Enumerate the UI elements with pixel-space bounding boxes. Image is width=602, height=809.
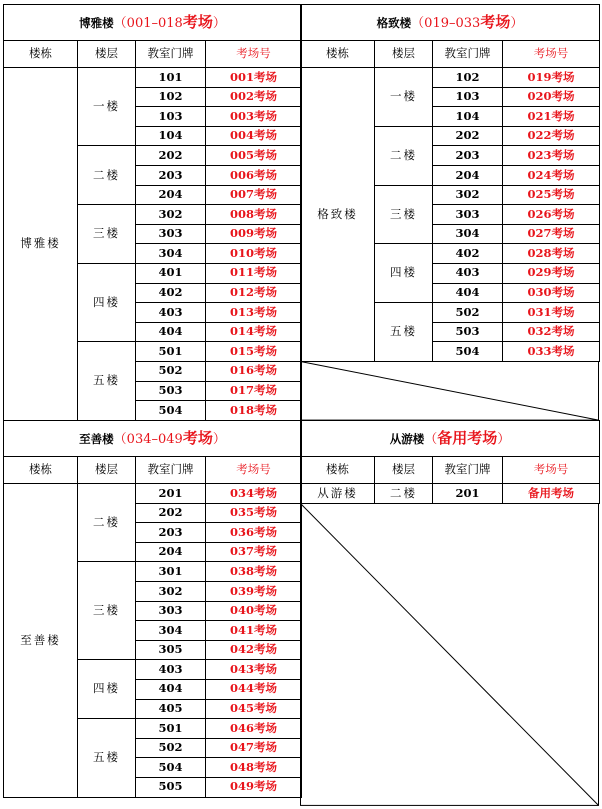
room-number: 403 bbox=[433, 263, 503, 283]
exam-number: 008考场 bbox=[206, 205, 302, 225]
room-number: 204 bbox=[136, 542, 206, 562]
room-number: 202 bbox=[433, 126, 503, 146]
range-numbers: 034–049 bbox=[126, 432, 183, 447]
section-zhishan bbox=[3, 420, 301, 798]
room-number: 502 bbox=[433, 303, 503, 323]
room-number: 504 bbox=[433, 342, 503, 362]
exam-number: 032考场 bbox=[503, 322, 600, 342]
exam-number: 024考场 bbox=[503, 165, 600, 185]
exam-number: 014考场 bbox=[206, 322, 302, 342]
room-number: 503 bbox=[433, 322, 503, 342]
empty-area-congyou bbox=[300, 503, 599, 805]
floor-cell: 四楼 bbox=[78, 660, 136, 719]
exam-range: （019–033考场） bbox=[411, 13, 524, 31]
exam-number: 027考场 bbox=[503, 224, 600, 244]
room-number: 405 bbox=[136, 699, 206, 719]
building-name: 从游楼 bbox=[389, 432, 425, 446]
exam-range: （034–049考场） bbox=[113, 429, 226, 447]
floor-cell: 四楼 bbox=[78, 263, 136, 341]
range-numbers: 001–018 bbox=[126, 16, 183, 31]
header-room: 教室门牌 bbox=[136, 457, 206, 484]
room-number: 403 bbox=[136, 303, 206, 323]
exam-number: 046考场 bbox=[206, 719, 302, 739]
empty-cell-border bbox=[301, 503, 599, 805]
building-name: 格致楼 bbox=[376, 16, 412, 30]
floor-cell: 三楼 bbox=[375, 185, 433, 244]
range-numbers: 019–033 bbox=[424, 16, 481, 31]
exam-number: 020考场 bbox=[503, 87, 600, 107]
exam-number: 045考场 bbox=[206, 699, 302, 719]
exam-number: 001考场 bbox=[206, 68, 302, 88]
exam-number: 016考场 bbox=[206, 361, 302, 381]
exam-number: 036考场 bbox=[206, 523, 302, 543]
exam-number: 035考场 bbox=[206, 503, 302, 523]
exam-number: 002考场 bbox=[206, 87, 302, 107]
exam-number: 029考场 bbox=[503, 263, 600, 283]
room-number: 202 bbox=[136, 503, 206, 523]
building-cell: 从游楼 bbox=[301, 484, 375, 504]
room-number: 303 bbox=[136, 224, 206, 244]
exam-number: 038考场 bbox=[206, 562, 302, 582]
section-title bbox=[4, 5, 302, 41]
exam-number: 028考场 bbox=[503, 244, 600, 264]
exam-range: （备用考场） bbox=[424, 429, 511, 447]
header-floor: 楼层 bbox=[375, 457, 433, 484]
section-title bbox=[301, 421, 600, 457]
section-table bbox=[300, 4, 600, 362]
floor-cell: 二楼 bbox=[78, 146, 136, 205]
exam-number: 015考场 bbox=[206, 342, 302, 362]
floor-cell: 三楼 bbox=[78, 562, 136, 660]
exam-number: 011考场 bbox=[206, 263, 302, 283]
room-number: 501 bbox=[136, 342, 206, 362]
room-number: 503 bbox=[136, 381, 206, 401]
floor-cell: 二楼 bbox=[375, 126, 433, 185]
room-number: 201 bbox=[433, 484, 503, 504]
header-exam: 考场号 bbox=[206, 457, 302, 484]
room-number: 504 bbox=[136, 758, 206, 778]
section-gezhi bbox=[300, 4, 599, 362]
exam-number: 009考场 bbox=[206, 224, 302, 244]
building-name: 博雅楼 bbox=[79, 16, 114, 30]
empty-cell-diagonal bbox=[301, 361, 599, 420]
exam-number: 003考场 bbox=[206, 107, 302, 127]
room-number: 103 bbox=[136, 107, 206, 127]
exam-range: （001–018考场） bbox=[113, 13, 226, 31]
section-table bbox=[3, 4, 302, 421]
exam-number: 033考场 bbox=[503, 342, 600, 362]
floor-cell: 一楼 bbox=[78, 68, 136, 146]
floor-cell: 二楼 bbox=[375, 484, 433, 504]
building-name: 至善楼 bbox=[79, 432, 114, 446]
room-number: 202 bbox=[136, 146, 206, 166]
exam-number: 037考场 bbox=[206, 542, 302, 562]
exam-number: 018考场 bbox=[206, 401, 302, 421]
header-exam: 考场号 bbox=[503, 457, 600, 484]
exam-number: 022考场 bbox=[503, 126, 600, 146]
room-number: 304 bbox=[433, 224, 503, 244]
exam-number: 025考场 bbox=[503, 185, 600, 205]
room-number: 201 bbox=[136, 484, 206, 504]
room-number: 502 bbox=[136, 361, 206, 381]
empty-cell-diagonal bbox=[301, 503, 599, 805]
room-number: 404 bbox=[433, 283, 503, 303]
room-number: 301 bbox=[136, 562, 206, 582]
exam-number: 040考场 bbox=[206, 601, 302, 621]
exam-number: 备用考场 bbox=[503, 484, 600, 504]
section-table bbox=[300, 420, 600, 504]
floor-cell: 三楼 bbox=[78, 205, 136, 264]
room-number: 501 bbox=[136, 719, 206, 739]
floor-cell: 五楼 bbox=[78, 719, 136, 797]
room-number: 504 bbox=[136, 401, 206, 421]
room-number: 404 bbox=[136, 322, 206, 342]
header-room: 教室门牌 bbox=[136, 41, 206, 68]
exam-number: 044考场 bbox=[206, 679, 302, 699]
room-number: 304 bbox=[136, 621, 206, 641]
exam-number: 048考场 bbox=[206, 758, 302, 778]
room-number: 203 bbox=[136, 523, 206, 543]
header-floor: 楼层 bbox=[375, 41, 433, 68]
exam-number: 039考场 bbox=[206, 581, 302, 601]
exam-number: 021考场 bbox=[503, 107, 600, 127]
room-number: 401 bbox=[136, 263, 206, 283]
floor-cell: 二楼 bbox=[78, 484, 136, 562]
room-number: 101 bbox=[136, 68, 206, 88]
exam-number: 034考场 bbox=[206, 484, 302, 504]
exam-number: 042考场 bbox=[206, 640, 302, 660]
room-number: 404 bbox=[136, 679, 206, 699]
exam-number: 017考场 bbox=[206, 381, 302, 401]
floor-cell: 五楼 bbox=[375, 303, 433, 362]
exam-number: 047考场 bbox=[206, 738, 302, 758]
exam-number: 049考场 bbox=[206, 777, 302, 797]
exam-number: 010考场 bbox=[206, 244, 302, 264]
building-cell: 至善楼 bbox=[4, 484, 78, 798]
range-suffix: 备用考场 bbox=[437, 429, 498, 447]
exam-number: 043考场 bbox=[206, 660, 302, 680]
empty-cell-border bbox=[301, 361, 599, 420]
table-row bbox=[301, 68, 600, 88]
room-number: 203 bbox=[433, 146, 503, 166]
header-exam: 考场号 bbox=[206, 41, 302, 68]
room-number: 303 bbox=[433, 205, 503, 225]
exam-number: 031考场 bbox=[503, 303, 600, 323]
header-floor: 楼层 bbox=[78, 41, 136, 68]
room-number: 304 bbox=[136, 244, 206, 264]
room-number: 102 bbox=[136, 87, 206, 107]
exam-number: 006考场 bbox=[206, 165, 302, 185]
room-number: 402 bbox=[433, 244, 503, 264]
exam-number: 030考场 bbox=[503, 283, 600, 303]
room-number: 302 bbox=[136, 205, 206, 225]
exam-number: 026考场 bbox=[503, 205, 600, 225]
room-number: 403 bbox=[136, 660, 206, 680]
room-number: 204 bbox=[433, 165, 503, 185]
exam-room-table bbox=[3, 4, 599, 806]
header-building: 楼栋 bbox=[301, 41, 375, 68]
header-floor: 楼层 bbox=[78, 457, 136, 484]
room-number: 204 bbox=[136, 185, 206, 205]
range-suffix: 考场 bbox=[480, 13, 511, 31]
room-number: 505 bbox=[136, 777, 206, 797]
room-number: 203 bbox=[136, 165, 206, 185]
room-number: 305 bbox=[136, 640, 206, 660]
room-number: 103 bbox=[433, 87, 503, 107]
exam-number: 023考场 bbox=[503, 146, 600, 166]
floor-cell: 四楼 bbox=[375, 244, 433, 303]
building-cell: 格致楼 bbox=[301, 68, 375, 362]
room-number: 402 bbox=[136, 283, 206, 303]
section-boya bbox=[3, 4, 301, 421]
range-suffix: 考场 bbox=[182, 429, 213, 447]
exam-number: 019考场 bbox=[503, 68, 600, 88]
table-row bbox=[301, 484, 600, 504]
exam-number: 004考场 bbox=[206, 126, 302, 146]
floor-cell: 五楼 bbox=[78, 342, 136, 420]
empty-area-gezhi bbox=[300, 361, 599, 420]
header-building: 楼栋 bbox=[301, 457, 375, 484]
room-number: 303 bbox=[136, 601, 206, 621]
section-title bbox=[301, 5, 600, 41]
header-building: 楼栋 bbox=[4, 41, 78, 68]
header-room: 教室门牌 bbox=[433, 457, 503, 484]
room-number: 102 bbox=[433, 68, 503, 88]
room-number: 104 bbox=[433, 107, 503, 127]
exam-number: 005考场 bbox=[206, 146, 302, 166]
header-exam: 考场号 bbox=[503, 41, 600, 68]
table-row bbox=[4, 484, 302, 504]
room-number: 302 bbox=[433, 185, 503, 205]
floor-cell: 一楼 bbox=[375, 68, 433, 127]
section-congyou bbox=[300, 420, 599, 504]
room-number: 302 bbox=[136, 581, 206, 601]
room-number: 502 bbox=[136, 738, 206, 758]
section-title bbox=[4, 421, 302, 457]
section-table bbox=[3, 420, 302, 798]
table-row bbox=[4, 68, 302, 88]
range-suffix: 考场 bbox=[182, 13, 213, 31]
exam-number: 013考场 bbox=[206, 303, 302, 323]
exam-number: 041考场 bbox=[206, 621, 302, 641]
exam-number: 012考场 bbox=[206, 283, 302, 303]
header-building: 楼栋 bbox=[4, 457, 78, 484]
room-number: 104 bbox=[136, 126, 206, 146]
building-cell: 博雅楼 bbox=[4, 68, 78, 421]
header-room: 教室门牌 bbox=[433, 41, 503, 68]
exam-number: 007考场 bbox=[206, 185, 302, 205]
